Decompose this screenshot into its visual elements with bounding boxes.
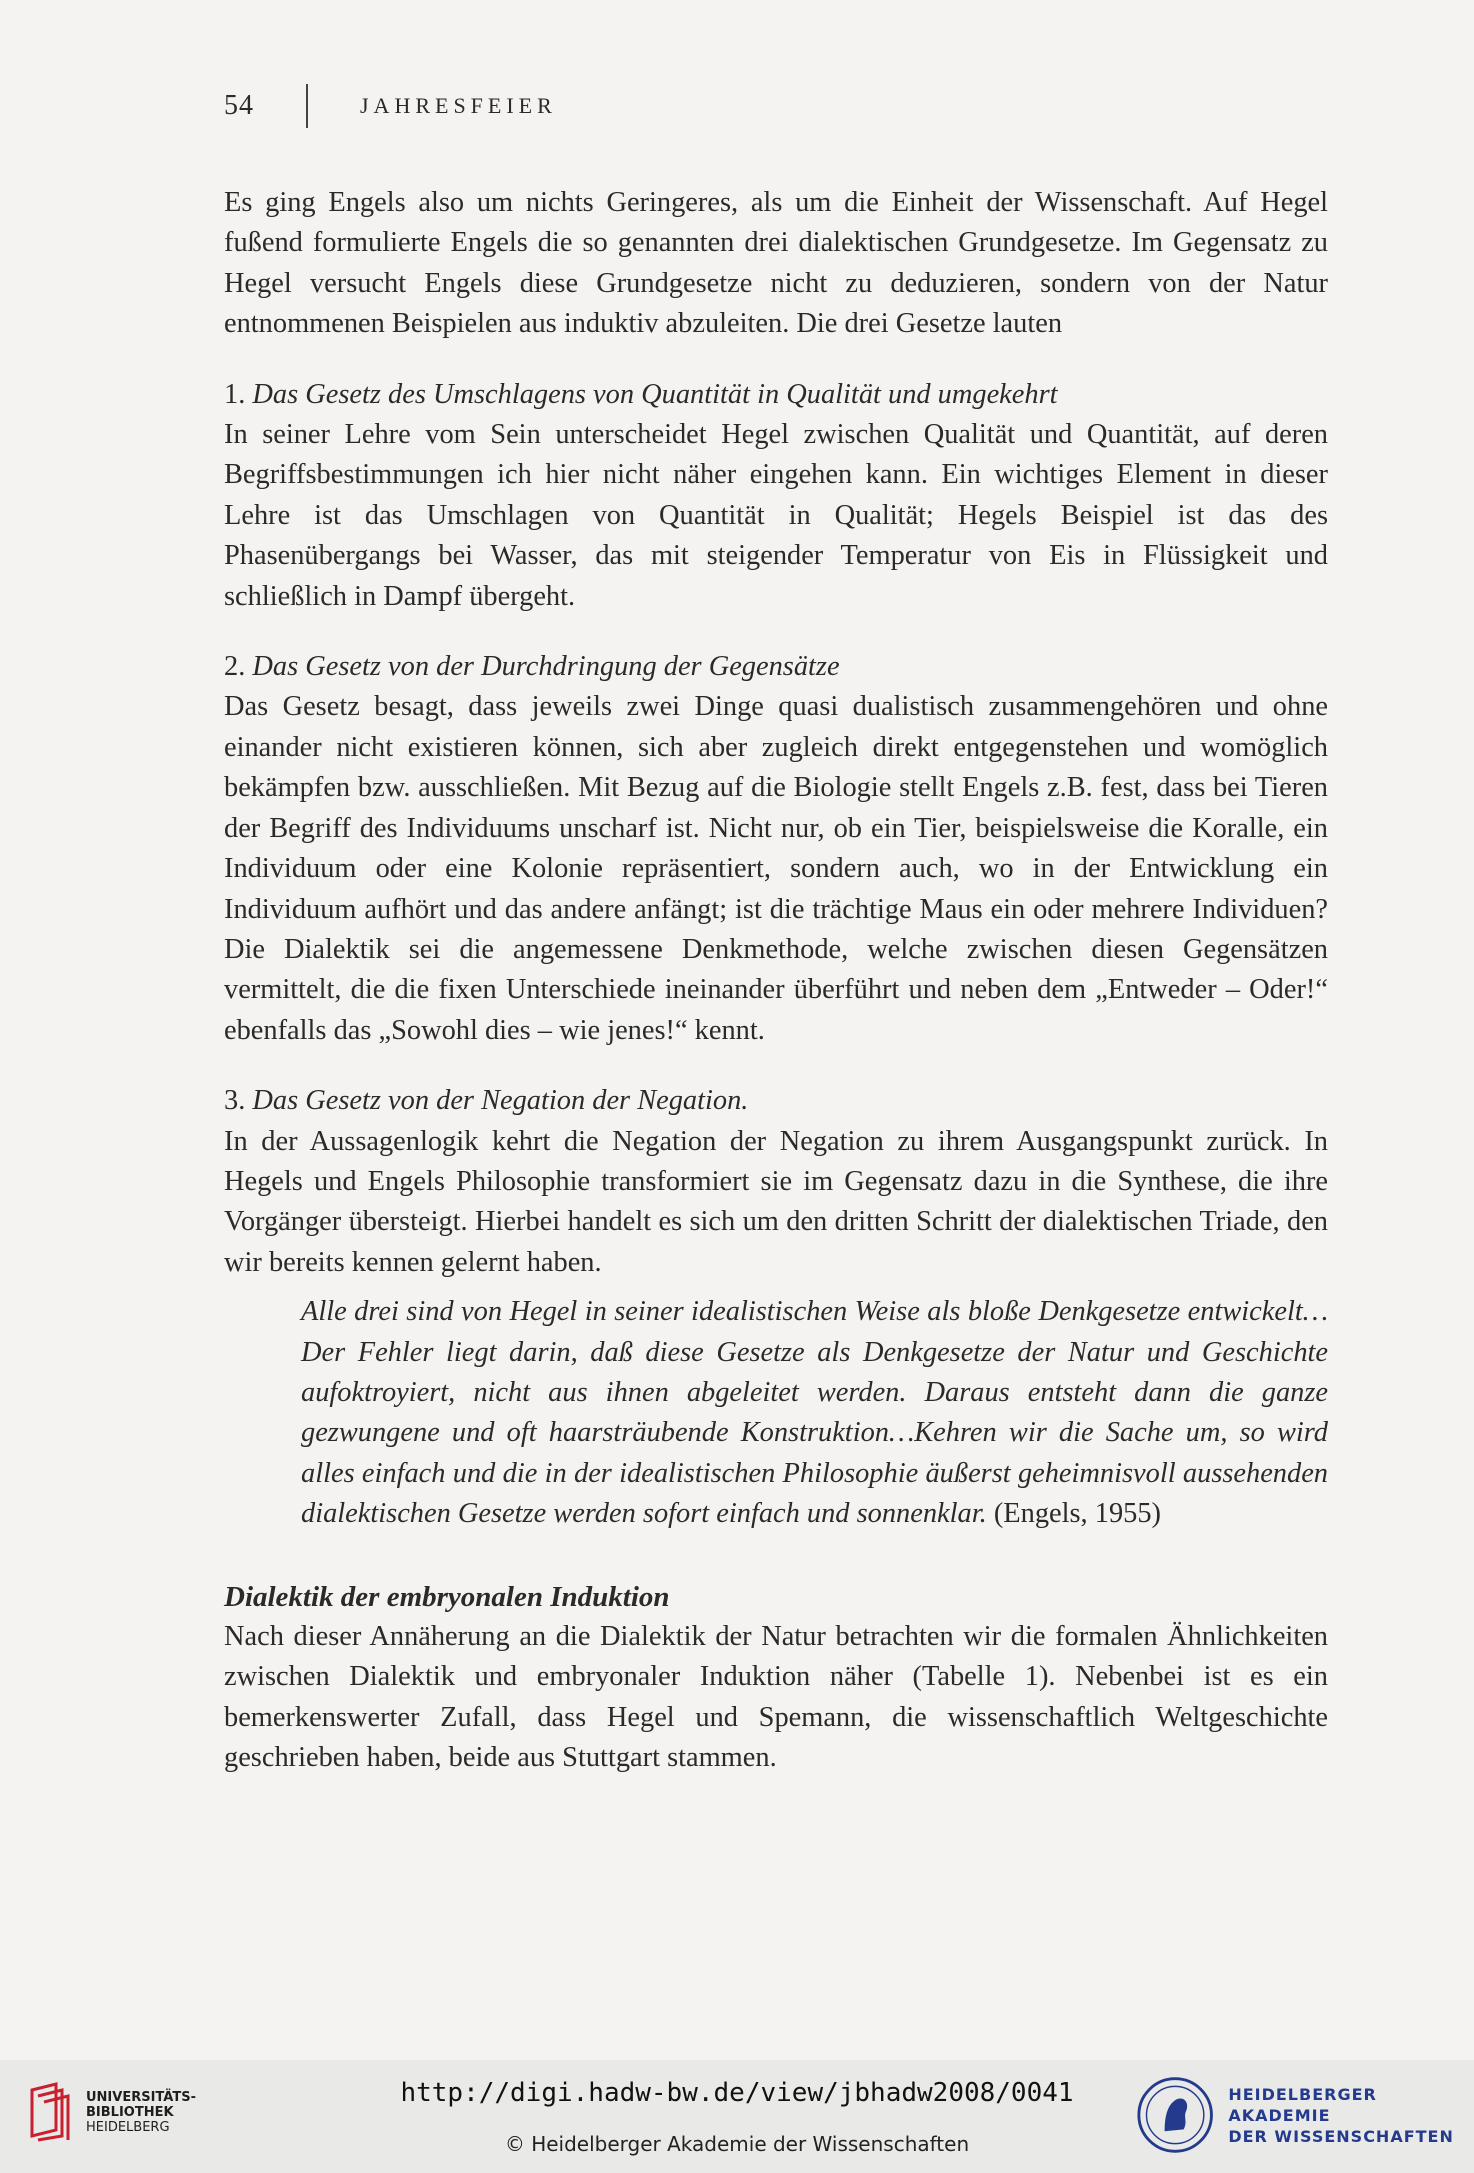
law-1-title: Das Gesetz des Umschlagens von Quantität in Qualität und umgekehrt — [252, 378, 1058, 410]
page-header — [224, 86, 557, 126]
quote-citation: (Engels, 1955) — [993, 1498, 1161, 1530]
law-3-title: Das Gesetz von der Negation der Negation. — [252, 1085, 749, 1117]
paragraph-intro: Es ging Engels also um nichts Geringeres, als um die Einheit der Wissenschaft. Auf Hegel fußend formulierte Engels die so genannten drei dialektischen Grundgesetze. Im Gegensatz zu Hegel versucht Engels diese Grundgesetze nicht zu deduzieren, sondern von der Natur entnommenen Beispielen aus induktiv abzuleiten. Die drei Gesetze lauten — [224, 187, 1328, 340]
quote-text: Alle drei sind von Hegel in seiner idealistischen Weise als bloße Denkgesetze entwickelt…Der Fehler liegt darin, daß diese Gesetze als Denkgesetze der Natur und Geschichte aufoktroyiert, nicht aus ihnen abgeleitet werden. Daraus entsteht dann die ganze gezwungene und oft haarsträubende Konstruktion…Kehren wir die Sache um, so wird alles einfach und die in der idealistischen Philosophie äußerst geheimnisvoll aussehenden dialektischen Gesetze werden sofort einfach und sonnenklar. — [301, 1296, 1328, 1530]
block-quote — [301, 1292, 1328, 1534]
law-1-heading — [224, 375, 1328, 415]
ub-line-3: HEIDELBERG — [86, 2119, 170, 2135]
law-2-title: Das Gesetz von der Durchdringung der Gegensätze — [252, 651, 840, 683]
digitization-footer — [0, 2060, 1474, 2173]
page-number: 54 — [224, 90, 254, 121]
law-1-number: 1. — [224, 378, 246, 410]
hadw-line-2: DER WISSENSCHAFTEN — [1228, 2126, 1454, 2146]
source-url-link[interactable]: http://digi.hadw-bw.de/view/jbhadw2008/0041 — [400, 2078, 1074, 2108]
hadw-logo[interactable] — [1136, 2074, 1474, 2156]
ub-line-1: UNIVERSITÄTS- — [86, 2089, 196, 2105]
hadw-seal-icon — [1136, 2074, 1214, 2156]
law-2-heading — [224, 647, 1328, 687]
hadw-line-1: HEIDELBERGER AKADEMIE — [1228, 2084, 1377, 2125]
page-body — [224, 183, 1328, 1779]
law-2-number: 2. — [224, 651, 246, 683]
copyright-notice: © Heidelberger Akademie der Wissenschaften — [504, 2132, 970, 2156]
ub-line-2: BIBLIOTHEK — [86, 2104, 174, 2120]
paragraph-law-2: Das Gesetz besagt, dass jeweils zwei Dinge quasi dualistisch zusammengehören und ohne einander nicht existieren können, sich aber zugleich direkt entgegenstehen und womöglich bekämpfen bzw. ausschließen. Mit Bezug auf die Biologie stellt Engels z.B. fest, dass bei Tieren der Begriff des Individuums unscharf ist. Nicht nur, ob ein Tier, beispielsweise die Koralle, ein Individuum oder eine Kolonie repräsentiert, sondern auch, wo in der Entwicklung ein Individuum aufhört und das andere anfängt; ist die trächtige Maus ein oder mehrere Individuen? Die Dialektik sei die angemessene Denkmethode, welche zwischen diesen Gegensätzen vermittelt, die die fixen Unterschiede ineinander überführt und neben dem „Entweder – Oder!“ ebenfalls das „Sowohl dies – wie jenes!“ kennt. — [224, 691, 1328, 1046]
law-3-number: 3. — [224, 1085, 246, 1117]
section-subheading: Dialektik der embryonalen Induktion — [224, 1580, 670, 1613]
paragraph-law-3: In der Aussagenlogik kehrt die Negation der Negation zu ihrem Ausgangspunkt zurück. In Hegels und Engels Philosophie transformiert sie im Gegensatz dazu in die Synthese, die ihre Vorgänger übersteigt. Hierbei handelt es sich um den dritten Schritt der dialektischen Triade, den wir bereits kennen gelernt haben. — [224, 1125, 1328, 1278]
header-divider — [306, 84, 308, 128]
hadw-logo-text — [1228, 2084, 1474, 2147]
law-3-heading — [224, 1081, 1328, 1121]
paragraph-law-1: In seiner Lehre vom Sein unterscheidet Hegel zwischen Qualität und Quantität, auf deren Begriffsbestimmungen ich hier nicht näher eingehen kann. Ein wichtiges Element in dieser Lehre ist das Umschlagen von Quantität in Qualität; Hegels Beispiel ist das des Phasenübergangs bei Wasser, das mit steigender Temperatur von Eis in Flüssigkeit und schließlich in Dampf übergeht. — [224, 419, 1328, 612]
paragraph-induction: Nach dieser Annäherung an die Dialektik der Natur betrachten wir die formalen Ähnlichkeiten zwischen Dialektik und embryonaler Induktion näher (Tabelle 1). Nebenbei ist es ein bemerkenswerter Zufall, dass Hegel und Spemann, die wissenschaftlich Weltgeschichte geschrieben haben, beide aus Stuttgart stammen. — [224, 1621, 1328, 1774]
running-title: JAHRESFEIER — [360, 93, 557, 118]
